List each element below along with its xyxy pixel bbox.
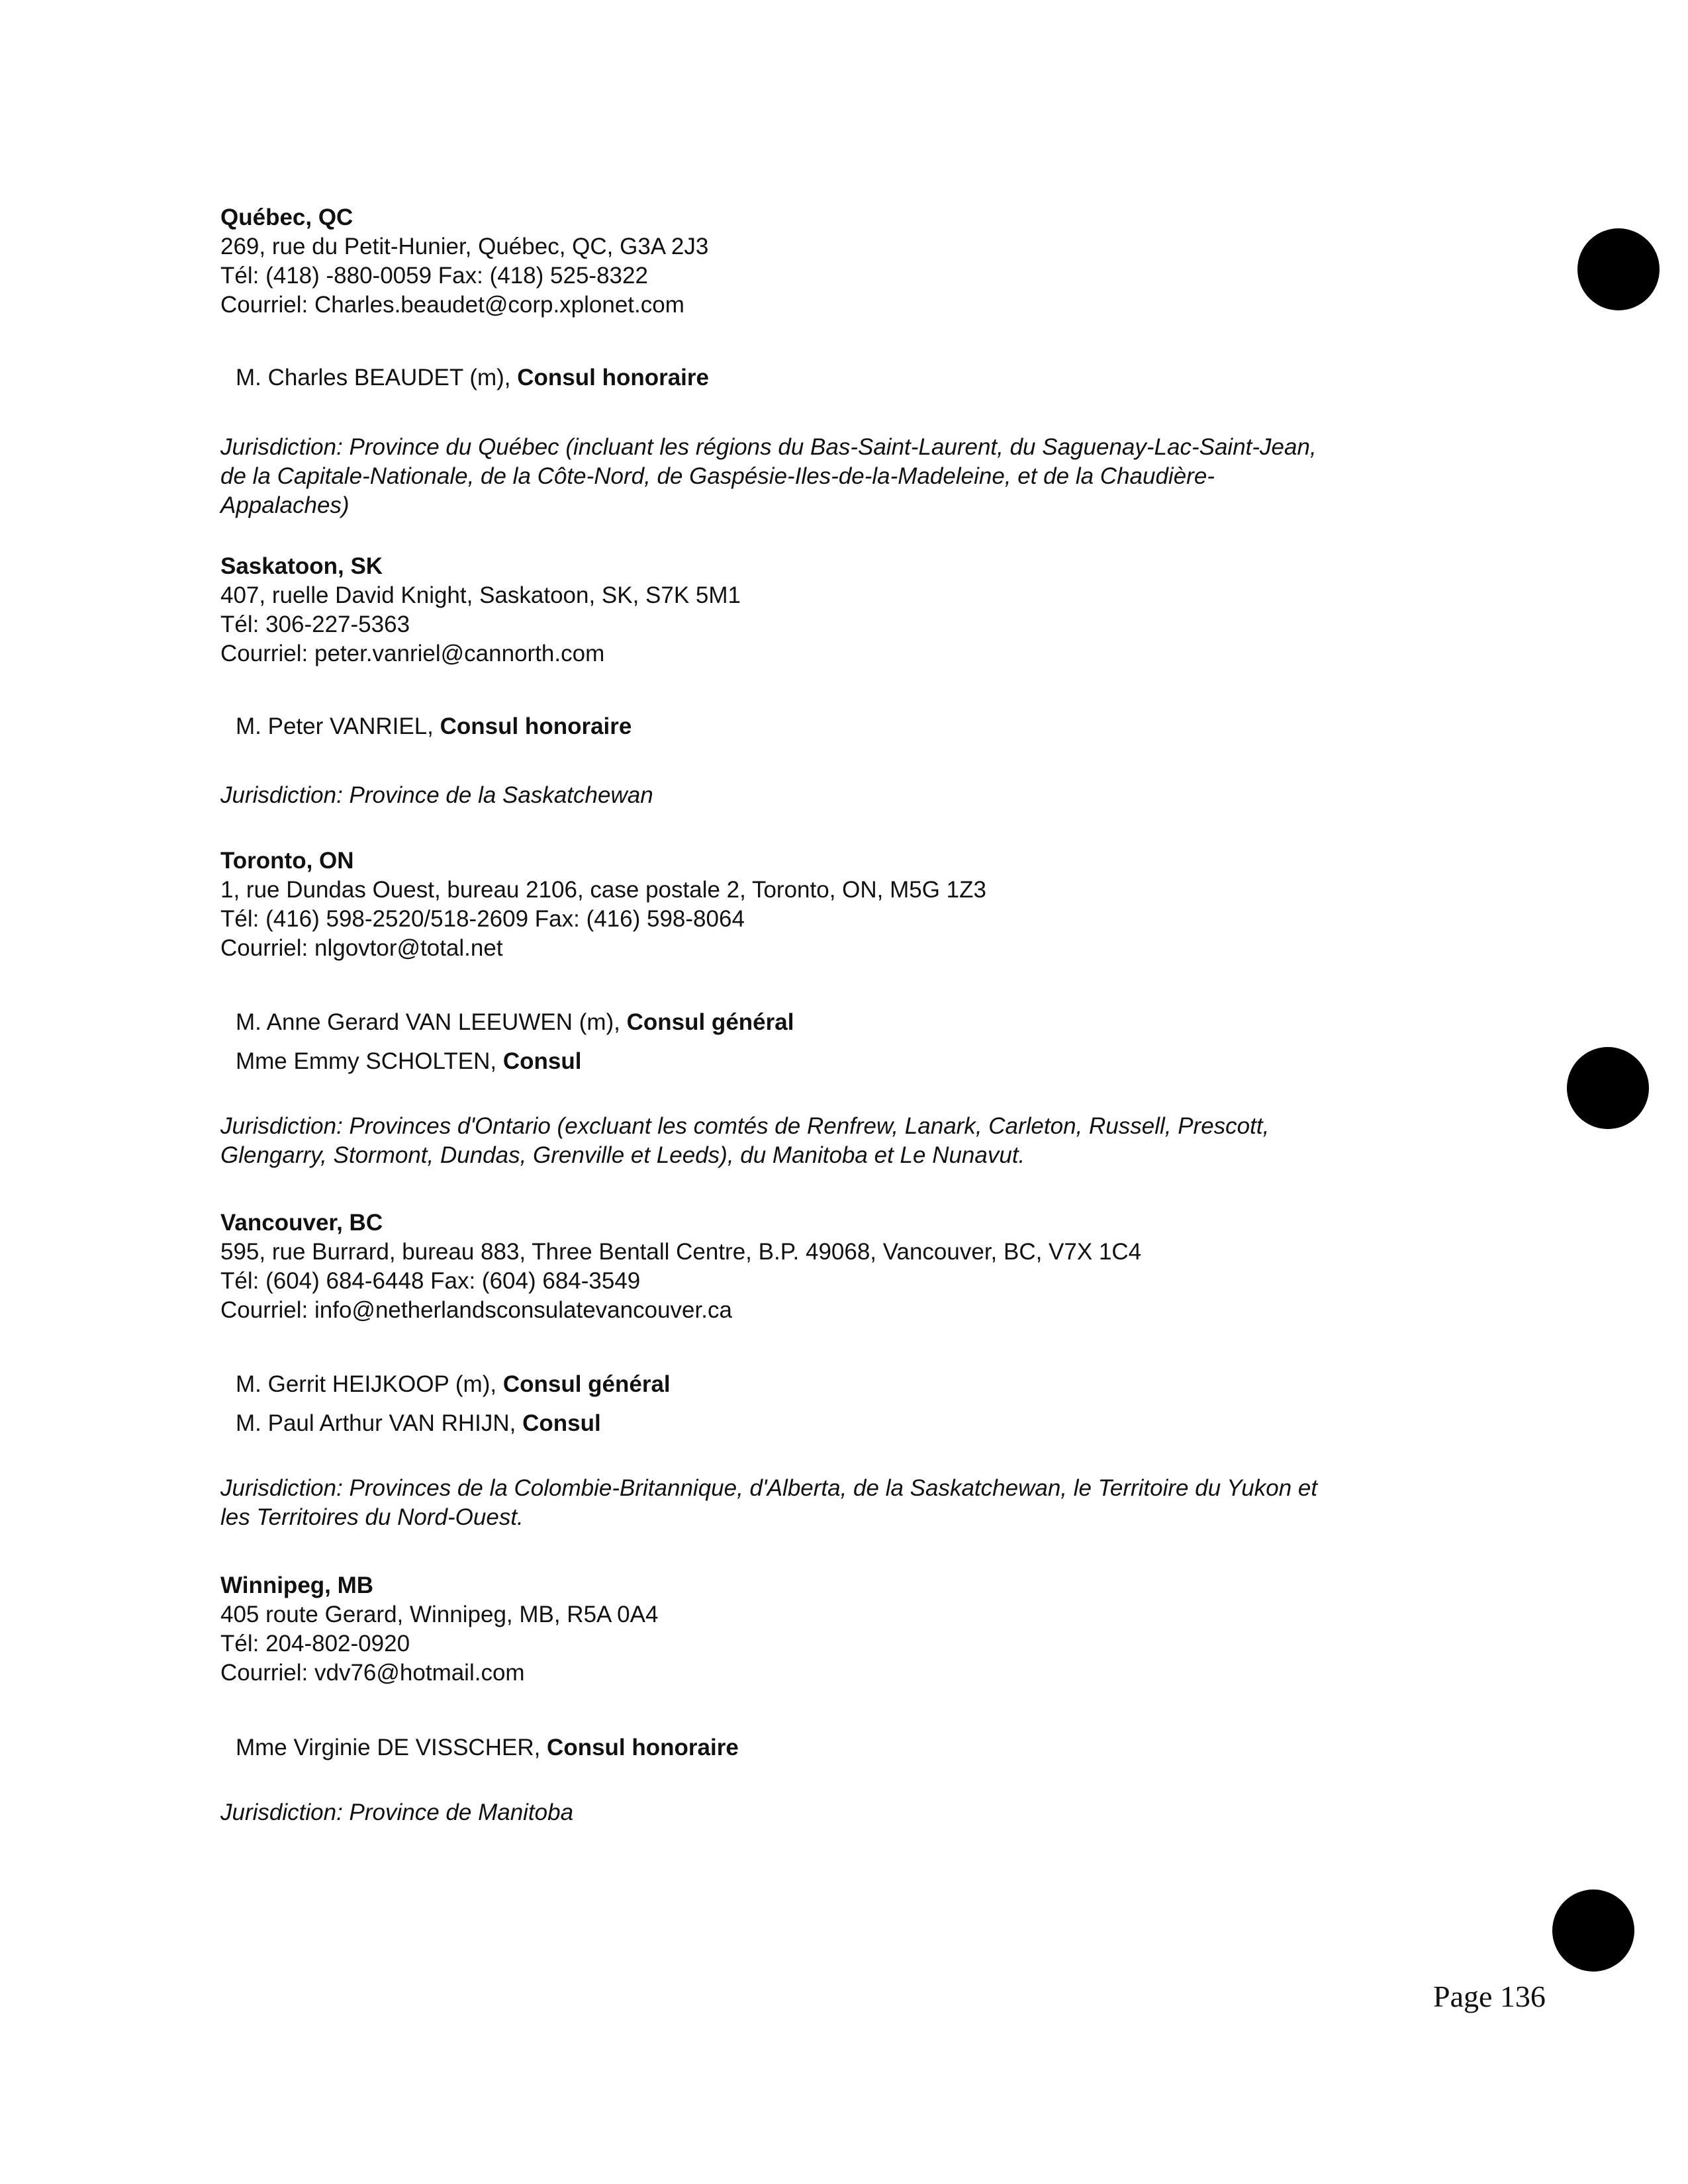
jurisdiction-line: Jurisdiction: Province de Manitoba	[220, 1799, 574, 1825]
consulate-entry-winnipeg	[220, 1571, 1412, 1688]
email: Courriel: nlgovtor@total.net	[220, 935, 503, 961]
jurisdiction-line: Jurisdiction: Province de la Saskatchewan	[220, 782, 653, 808]
official-name: M. Peter VANRIEL,	[236, 713, 440, 739]
official-name: Mme Virginie DE VISSCHER,	[236, 1735, 547, 1760]
city-heading: Saskatoon, SK	[220, 553, 383, 579]
jurisdiction-line: Appalaches)	[220, 492, 350, 518]
official-title: Consul honoraire	[440, 713, 632, 739]
consulate-entry-vancouver	[220, 1208, 1412, 1325]
official	[236, 1733, 739, 1762]
official-title: Consul général	[626, 1009, 794, 1035]
official-title: Consul	[502, 1048, 582, 1074]
official-name: M. Anne Gerard VAN LEEUWEN (m),	[236, 1009, 627, 1035]
jurisdiction	[220, 1798, 1425, 1827]
jurisdiction	[220, 1112, 1425, 1170]
official	[236, 1008, 794, 1037]
address: 405 route Gerard, Winnipeg, MB, R5A 0A4	[220, 1602, 659, 1627]
official-name: M. Paul Arthur VAN RHIJN,	[236, 1410, 523, 1436]
jurisdiction	[220, 1474, 1425, 1532]
official-title: Consul honoraire	[517, 365, 709, 390]
jurisdiction-line: de la Capitale-Nationale, de la Côte-Nord, de Gaspésie-Iles-de-la-Madeleine, et de la Chaudière-	[220, 463, 1215, 489]
phone-fax: Tél: (604) 684-6448 Fax: (604) 684-3549	[220, 1268, 641, 1294]
consulate-entry-quebec	[220, 203, 1412, 320]
official-title: Consul général	[502, 1371, 671, 1397]
jurisdiction-line: Jurisdiction: Provinces d'Ontario (excluant les comtés de Renfrew, Lanark, Carleton, Russell, Prescott,	[220, 1113, 1270, 1139]
punch-hole-middle	[1567, 1047, 1649, 1129]
official	[236, 712, 632, 741]
jurisdiction-line: Jurisdiction: Province du Québec (incluant les régions du Bas-Saint-Laurent, du Saguenay-Lac-Saint-Jean,	[220, 434, 1317, 460]
official-name: Mme Emmy SCHOLTEN,	[236, 1048, 503, 1074]
consulate-entry-toronto	[220, 846, 1412, 963]
official	[236, 363, 709, 392]
address: 595, rue Burrard, bureau 883, Three Bentall Centre, B.P. 49068, Vancouver, BC, V7X 1C4	[220, 1239, 1142, 1265]
jurisdiction	[220, 781, 1425, 810]
email: Courriel: Charles.beaudet@corp.xplonet.com	[220, 292, 684, 318]
email: Courriel: peter.vanriel@cannorth.com	[220, 641, 605, 666]
city-heading: Vancouver, BC	[220, 1210, 383, 1236]
phone-fax: Tél: (418) -880-0059 Fax: (418) 525-8322	[220, 263, 648, 289]
address: 407, ruelle David Knight, Saskatoon, SK, S7K 5M1	[220, 582, 741, 608]
official-title: Consul	[522, 1410, 601, 1436]
email: Courriel: info@netherlandsconsulatevancouver.ca	[220, 1297, 732, 1323]
jurisdiction-line: les Territoires du Nord-Ouest.	[220, 1504, 524, 1530]
city-heading: Winnipeg, MB	[220, 1572, 374, 1598]
official-name: M. Gerrit HEIJKOOP (m),	[236, 1371, 503, 1397]
jurisdiction	[220, 433, 1425, 520]
punch-hole-bottom	[1552, 1889, 1634, 1972]
official	[236, 1047, 581, 1076]
official	[236, 1370, 671, 1399]
address: 1, rue Dundas Ouest, bureau 2106, case postale 2, Toronto, ON, M5G 1Z3	[220, 877, 986, 903]
jurisdiction-line: Jurisdiction: Provinces de la Colombie-Britannique, d'Alberta, de la Saskatchewan, le Territoire du Yukon et	[220, 1475, 1318, 1501]
official-title: Consul honoraire	[547, 1735, 739, 1760]
page-number: Page 136	[1433, 1979, 1546, 2013]
consulate-entry-saskatoon	[220, 552, 1412, 668]
phone-fax: Tél: 204-802-0920	[220, 1631, 410, 1657]
official-name: M. Charles BEAUDET (m),	[236, 365, 518, 390]
phone-fax: Tél: 306-227-5363	[220, 612, 410, 637]
official	[236, 1409, 601, 1438]
address: 269, rue du Petit-Hunier, Québec, QC, G3A 2J3	[220, 234, 709, 259]
phone-fax: Tél: (416) 598-2520/518-2609 Fax: (416) 598-8064	[220, 906, 745, 932]
city-heading: Québec, QC	[220, 205, 353, 230]
jurisdiction-line: Glengarry, Stormont, Dundas, Grenville et Leeds), du Manitoba et Le Nunavut.	[220, 1142, 1025, 1168]
email: Courriel: vdv76@hotmail.com	[220, 1660, 525, 1686]
punch-hole-top	[1577, 228, 1660, 310]
city-heading: Toronto, ON	[220, 848, 354, 874]
